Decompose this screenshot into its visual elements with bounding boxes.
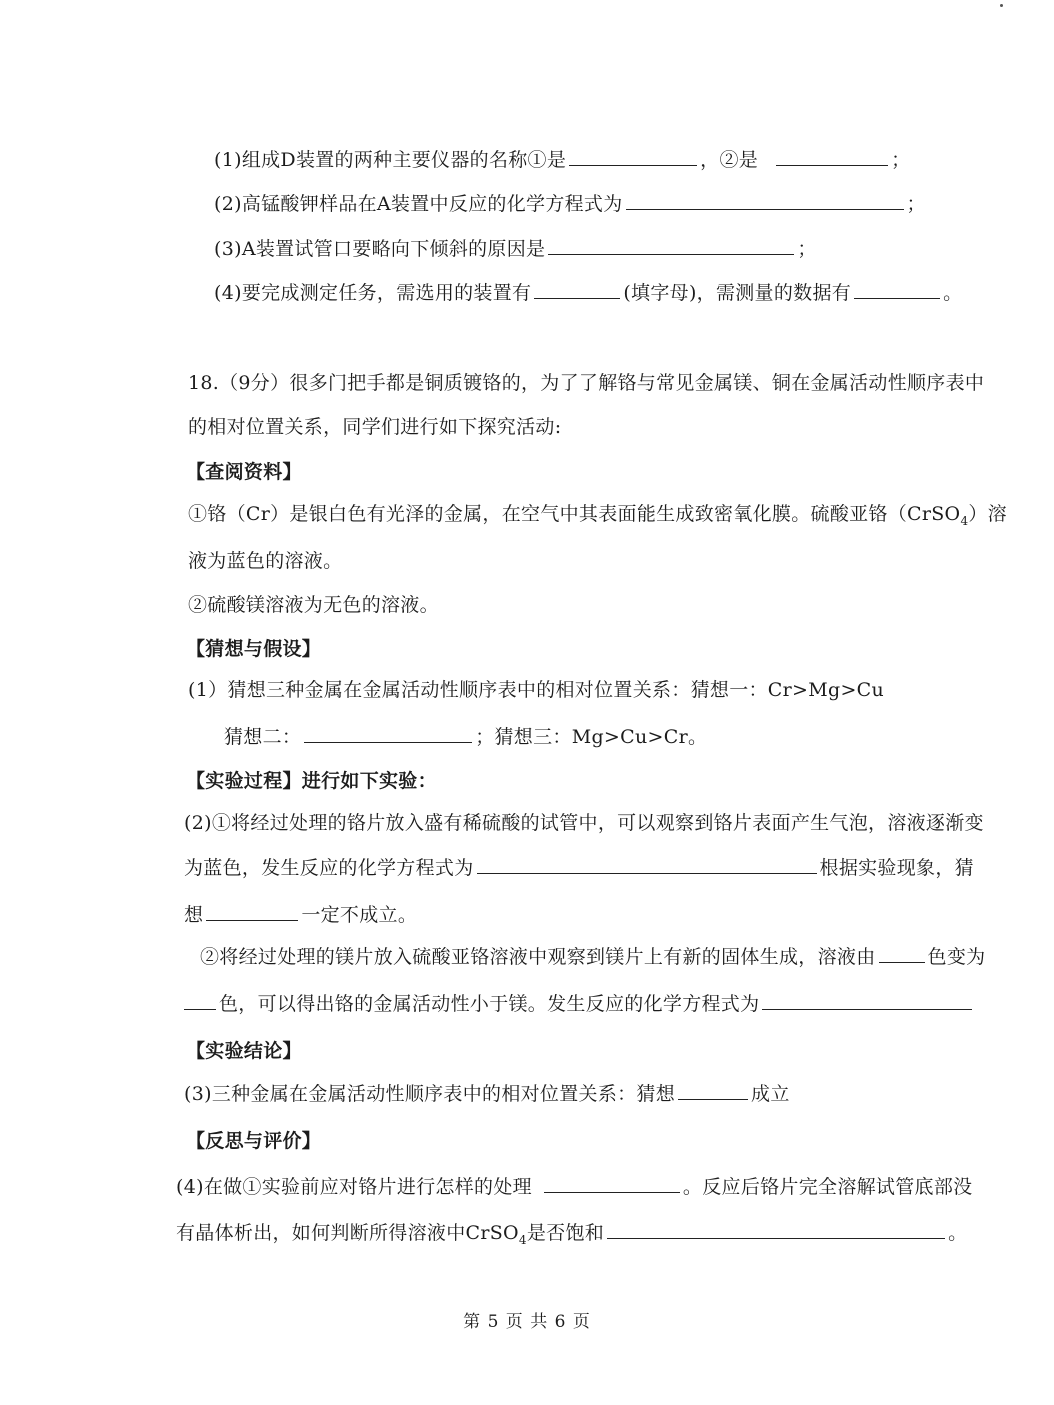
reference-item-1-cont: 液为蓝色的溶液。 (188, 550, 343, 572)
experiment-1-line1: (2)①将经过处理的铬片放入盛有稀硫酸的试管中，可以观察到铬片表面产生气泡，溶液逐渐变 (184, 812, 984, 834)
conclusion-line: (3)三种金属在金属活动性顺序表中的相对位置关系：猜想 成立 (184, 1083, 790, 1105)
hypothesis-line1: (1）猜想三种金属在金属活动性顺序表中的相对位置关系：猜想一：Cr>Mg>Cu (188, 679, 885, 701)
answer-blank[interactable] (534, 280, 620, 299)
answer-blank[interactable] (304, 724, 472, 743)
answer-blank[interactable] (607, 1220, 945, 1239)
experiment-2-line1: ②将经过处理的镁片放入硫酸亚铬溶液中观察到镁片上有新的固体生成，溶液由 色变为 (200, 946, 986, 968)
answer-blank[interactable] (626, 191, 904, 210)
experiment-1-line3: 想 一定不成立。 (184, 904, 418, 926)
page-footer: 第 5 页 共 6 页 (463, 1312, 591, 1332)
section-heading-reflection: 【反思与评价】 (186, 1130, 322, 1152)
answer-blank[interactable] (544, 1174, 680, 1193)
answer-blank[interactable] (776, 147, 888, 166)
scan-speck (1000, 4, 1003, 7)
section-heading-conclusion: 【实验结论】 (186, 1040, 302, 1062)
answer-blank[interactable] (206, 902, 298, 921)
answer-blank[interactable] (762, 991, 972, 1010)
answer-blank[interactable] (548, 236, 794, 255)
answer-blank[interactable] (569, 147, 697, 166)
q17-part2: (2)高锰酸钾样品在A装置中反应的化学方程式为 ； (214, 193, 926, 215)
reflection-line1: (4)在做①实验前应对铬片进行怎样的处理 。反应后铬片完全溶解试管底部没 (176, 1176, 973, 1198)
answer-blank[interactable] (184, 991, 216, 1010)
q17-part4: (4)要完成测定任务，需选用的装置有 (填字母)，需测量的数据有 。 (214, 282, 963, 304)
reference-item-2: ②硫酸镁溶液为无色的溶液。 (188, 594, 439, 616)
reference-item-1: ①铬（Cr）是银白色有光泽的金属，在空气中其表面能生成致密氧化膜。硫酸亚铬（CrSO$_4$）溶 (188, 503, 1007, 528)
q17-part1: (1)组成D装置的两种主要仪器的名称①是 ，②是 ； (214, 149, 911, 171)
hypothesis-line2: 猜想二： ；猜想三：Mg>Cu>Cr。 (224, 726, 708, 748)
section-heading-reference: 【查阅资料】 (186, 461, 302, 483)
q18-intro-line1: 18.（9分）很多门把手都是铜质镀铬的，为了了解铬与常见金属镁、铜在金属活动性顺序表中 (188, 372, 985, 394)
section-heading-experiment: 【实验过程】进行如下实验： (186, 770, 437, 792)
experiment-1-line2: 为蓝色，发生反应的化学方程式为 根据实验现象，猜 (184, 857, 974, 879)
answer-blank[interactable] (678, 1081, 748, 1100)
answer-blank[interactable] (854, 280, 940, 299)
q18-intro-line2: 的相对位置关系，同学们进行如下探究活动: (188, 416, 562, 438)
answer-blank[interactable] (477, 855, 817, 874)
reflection-line2: 有晶体析出，如何判断所得溶液中CrSO$_4$是否饱和 。 (176, 1222, 968, 1247)
experiment-2-line2: 色，可以得出铬的金属活动性小于镁。发生反应的化学方程式为 (184, 991, 975, 1017)
answer-blank[interactable] (879, 944, 925, 963)
section-heading-hypothesis: 【猜想与假设】 (186, 638, 322, 660)
q17-part3: (3)A装置试管口要略向下倾斜的原因是 ； (214, 238, 817, 260)
